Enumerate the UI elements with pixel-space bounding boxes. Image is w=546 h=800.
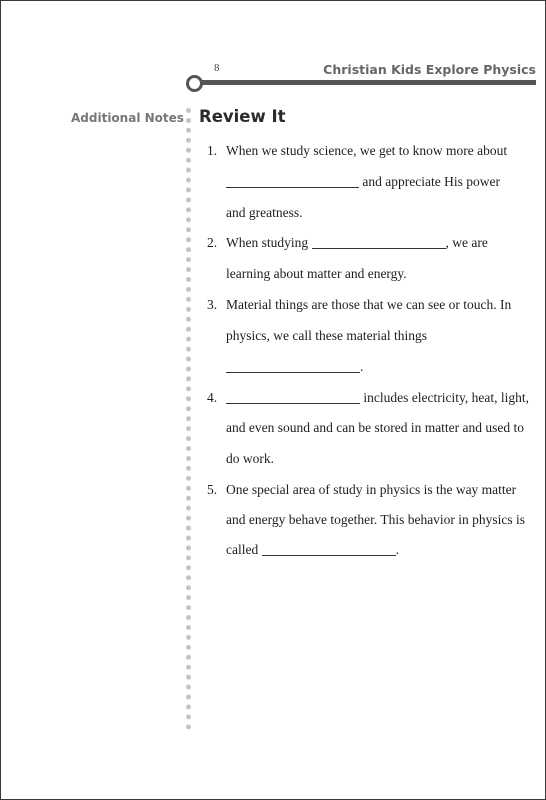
header-circle-ornament	[186, 75, 203, 92]
question-text: do work.	[226, 451, 274, 466]
question-text: Material things are those that we can see or touch. In	[226, 297, 512, 312]
question-text: physics, we call these material things	[226, 328, 427, 343]
question-text: called	[226, 542, 259, 557]
question-text: .	[360, 359, 364, 374]
question-text: When we study science, we get to know more about	[226, 143, 508, 158]
question-text: , we are	[445, 235, 488, 250]
question-1-line-3	[226, 205, 302, 221]
question-4	[207, 390, 529, 406]
question-4-line-3	[226, 451, 274, 467]
question-number: 4.	[207, 390, 218, 405]
answer-blank[interactable]	[226, 360, 360, 373]
dotted-divider	[186, 108, 191, 730]
answer-blank[interactable]	[226, 391, 360, 404]
question-text: .	[395, 542, 399, 557]
section-heading: Review It	[199, 107, 286, 126]
question-4-line-2	[226, 420, 524, 436]
question-5	[207, 482, 516, 498]
question-3	[207, 297, 511, 313]
additional-notes-label: Additional Notes	[71, 111, 184, 125]
question-text: and greatness.	[226, 205, 303, 220]
answer-blank[interactable]	[262, 543, 396, 556]
question-5-line-3	[226, 542, 399, 558]
question-number: 1.	[207, 143, 218, 158]
page-number: 8	[214, 62, 220, 74]
question-2	[207, 235, 488, 251]
question-text: learning about matter and energy.	[226, 266, 407, 281]
question-3-line-2	[226, 328, 427, 344]
question-3-line-3	[226, 359, 363, 375]
book-title: Christian Kids Explore Physics	[323, 62, 536, 77]
question-text: One special area of study in physics is the way matter	[226, 482, 517, 497]
answer-blank[interactable]	[312, 236, 446, 249]
question-text: and energy behave together. This behavior in physics is	[226, 512, 526, 527]
header-rule	[196, 80, 536, 85]
question-number: 2.	[207, 235, 218, 250]
question-2-line-2	[226, 266, 407, 282]
answer-blank[interactable]	[226, 175, 359, 188]
question-1-line-2	[226, 174, 500, 190]
question-number: 5.	[207, 482, 218, 497]
question-5-line-2	[226, 512, 525, 528]
question-text: and appreciate His power	[362, 174, 500, 189]
question-number: 3.	[207, 297, 218, 312]
question-text: When studying	[226, 235, 309, 250]
question-text: includes electricity, heat, light,	[363, 390, 529, 405]
question-text: and even sound and can be stored in matter and used to	[226, 420, 525, 435]
question-1	[207, 143, 507, 159]
